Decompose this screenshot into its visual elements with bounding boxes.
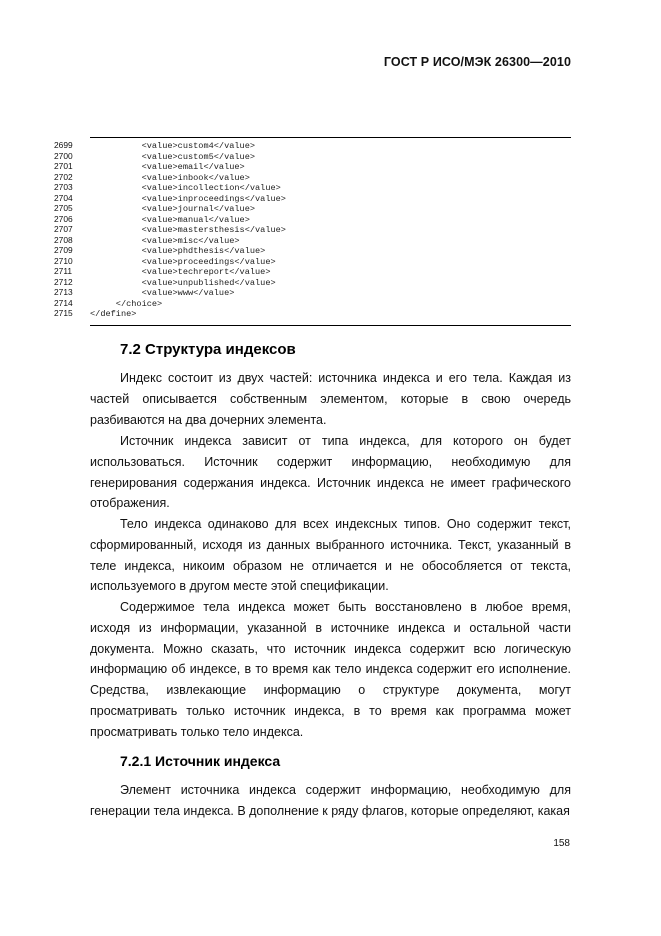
code-line: <value>proceedings</value> bbox=[90, 256, 276, 267]
code-line: <value>www</value> bbox=[90, 288, 235, 298]
paragraph: Тело индекса одинаково для всех индексных типов. Оно содержит текст, сформированный, исходя из данных выбранного источника. Текст, указанный в теле индекса, никоим образом не отличается и не обособляется от текста, используемого в другом месте этой спецификации. bbox=[90, 517, 571, 594]
line-number: 2699 bbox=[54, 140, 73, 150]
code-line: <value>journal</value> bbox=[90, 204, 256, 214]
paragraph: Источник индекса зависит от типа индекса, для которого он будет использоваться. Источник содержит информацию, необходимую для генерирования содержания индекса. Источник индекса не имеет графического отображения. bbox=[90, 434, 571, 511]
code-line: <value>manual</value> bbox=[90, 214, 250, 225]
code-line: <value>phdthesis</value> bbox=[90, 246, 266, 256]
line-number: 2711 bbox=[54, 266, 73, 276]
code-line: <value>unpublished</value> bbox=[90, 277, 276, 288]
line-number: 2709 bbox=[54, 245, 73, 255]
line-number: 2713 bbox=[54, 287, 73, 297]
code-line: <value>mastersthesis</value> bbox=[90, 225, 286, 235]
line-number: 2707 bbox=[54, 224, 73, 234]
code-line: <value>incollection</value> bbox=[90, 183, 281, 193]
line-number: 2700 bbox=[54, 150, 73, 161]
code-line: <value>custom4</value> bbox=[90, 141, 256, 151]
code-line: <value>misc</value> bbox=[90, 235, 240, 246]
code-line: </define> bbox=[90, 309, 137, 319]
code-line: <value>email</value> bbox=[90, 162, 245, 172]
line-number: 2712 bbox=[54, 276, 73, 287]
paragraph: Элемент источника индекса содержит информацию, необходимую для генерации тела индекса. В дополнение к ряду флагов, которые определяют, какая bbox=[90, 783, 571, 818]
code-line: <value>custom5</value> bbox=[90, 151, 256, 162]
code-line: <value>inproceedings</value> bbox=[90, 193, 286, 204]
code-line: </choice> bbox=[90, 298, 163, 309]
section-heading-7-2-1: 7.2.1 Источник индекса bbox=[120, 753, 281, 769]
section-heading-7-2: 7.2 Структура индексов bbox=[120, 341, 296, 358]
page-number: 158 bbox=[553, 838, 570, 849]
line-number: 2715 bbox=[54, 308, 73, 318]
document-header: ГОСТ Р ИСО/МЭК 26300—2010 bbox=[383, 55, 571, 69]
line-number: 2701 bbox=[54, 161, 73, 171]
line-number: 2714 bbox=[54, 297, 73, 308]
line-number: 2703 bbox=[54, 182, 73, 192]
line-number: 2702 bbox=[54, 171, 73, 182]
line-number: 2710 bbox=[54, 255, 73, 266]
paragraph: Индекс состоит из двух частей: источника индекса и его тела. Каждая из частей описывается собственным элементом, которые в свою очередь разбиваются на два дочерних элемента. bbox=[90, 371, 571, 427]
code-listing bbox=[90, 137, 571, 326]
line-number: 2705 bbox=[54, 203, 73, 213]
paragraph: Содержимое тела индекса может быть восстановлено в любое время, исходя из информации, указанной в источнике индекса и остальной части документа. Можно сказать, что источник индекса содержит всю логическую информацию об индексе, в то время как тело индекса содержит его исполнение. Средства, извлекающие информацию о структуре документа, могут просматривать только источник индекса, в то время как программа может просматривать только тело индекса. bbox=[90, 600, 571, 739]
line-number: 2704 bbox=[54, 192, 73, 203]
line-number: 2706 bbox=[54, 213, 73, 224]
code-line: <value>inbook</value> bbox=[90, 172, 250, 183]
line-number: 2708 bbox=[54, 234, 73, 245]
code-line: <value>techreport</value> bbox=[90, 267, 271, 277]
